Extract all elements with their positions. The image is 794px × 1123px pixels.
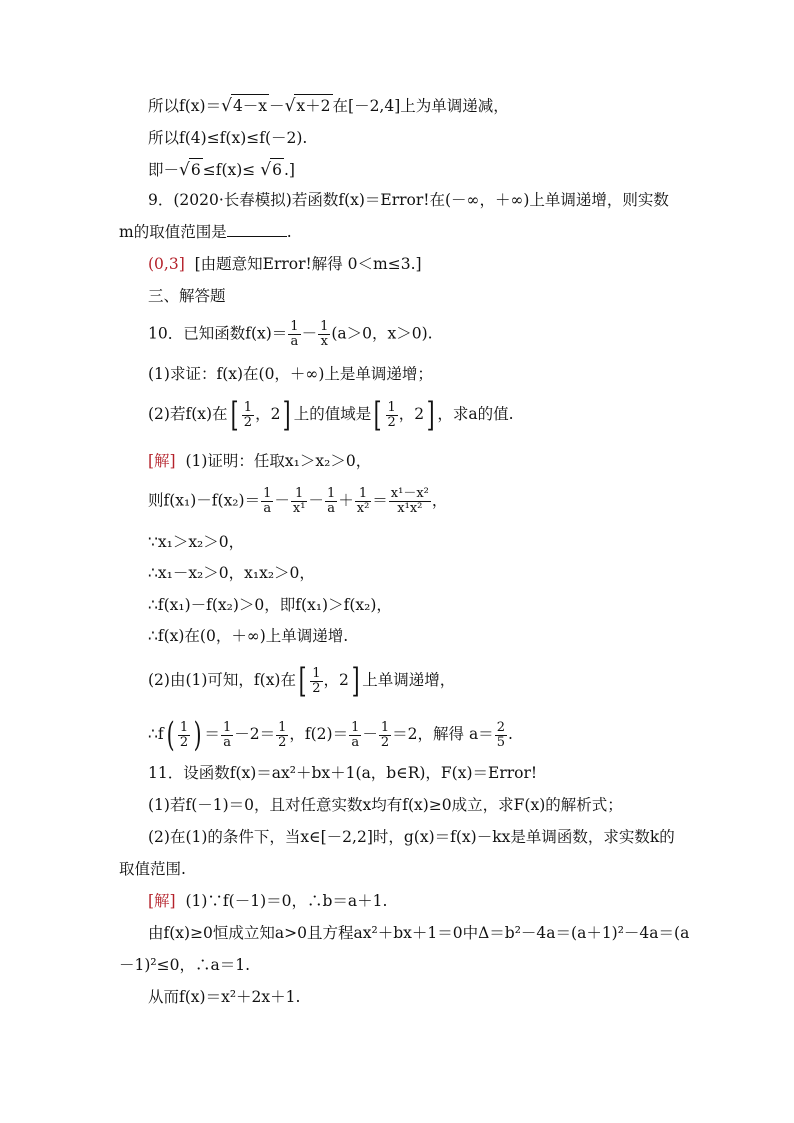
line-20: (1)若f(－1)＝0，且对任意实数x均有f(x)≥0成立，求F(x)的解析式；: [148, 796, 623, 814]
denominator: a: [327, 501, 335, 516]
text: 所以: [148, 97, 180, 115]
text: ，2: [323, 671, 349, 689]
denominator: 5: [496, 734, 505, 750]
bracket-right: ]: [283, 395, 292, 435]
bracket-left: [: [298, 661, 307, 701]
text: (2)若f(x)在: [148, 405, 228, 423]
numerator: 1: [320, 319, 329, 334]
fraction: [288, 320, 300, 349]
line-4: 9．(2020·长春模拟)若函数f(x)＝Error!在(－∞，＋∞)上单调递增，则实数: [148, 191, 669, 209]
numerator: 1: [291, 487, 308, 502]
text: ＝: [204, 725, 220, 743]
line-5: [119, 221, 292, 243]
bracket-right: ]: [426, 395, 435, 435]
bracket-right: ]: [351, 661, 360, 701]
line-2: 所以f(4)≤f(x)≤f(－2).: [148, 129, 308, 147]
denominator: 2: [278, 734, 287, 750]
fraction: [178, 721, 190, 750]
line-21: (2)在(1)的条件下，当x∈[－2,2]时，g(x)＝f(x)－kx是单调函数，求实数k的: [148, 828, 675, 846]
paren-left: (: [166, 715, 175, 755]
text: ＝: [372, 491, 388, 510]
fraction: [495, 721, 507, 750]
radical-sign: √: [179, 160, 190, 180]
sqrt-content: 6: [270, 158, 284, 181]
line-18: [148, 715, 513, 755]
line-15: ∴f(x₁)－f(x₂)＞0，即f(x₁)＞f(x₂)，: [148, 596, 392, 614]
text: [由题意知Error!解得 0＜m≤3.]: [194, 255, 422, 273]
fraction: [221, 721, 233, 750]
text: ，求a的值.: [437, 405, 514, 423]
answer-blank: [227, 222, 287, 237]
denominator: a: [223, 734, 231, 750]
fraction: [386, 401, 398, 430]
line-19: 11．设函数f(x)＝ax²＋bx＋1(a，b∈R)，F(x)＝Error!: [148, 764, 538, 782]
text: ，2: [398, 405, 425, 423]
fraction: [318, 320, 330, 349]
line-1: [148, 94, 509, 117]
numerator: 1: [312, 665, 321, 681]
text: －: [274, 491, 290, 510]
fraction: [349, 721, 361, 750]
text: 在[－2,4]上为单调递减，: [332, 97, 509, 115]
denominator: x²: [356, 501, 370, 516]
numerator: 1: [355, 487, 372, 502]
text: (1)证明：任取x₁＞x₂＞0，: [185, 452, 372, 470]
solution-tag: [解]: [148, 452, 176, 470]
numerator: 1: [351, 719, 360, 735]
text: ∴f: [148, 725, 164, 743]
text: 上的值域是: [293, 405, 372, 423]
line-8: [148, 320, 433, 349]
fraction: [325, 487, 337, 516]
text: ＋: [338, 491, 354, 510]
fraction: [379, 721, 391, 750]
numerator: 1: [387, 399, 396, 415]
line-9: (1)求证：f(x)在(0，＋∞)上是单调递增；: [148, 365, 433, 383]
line-12: [148, 487, 447, 516]
answer-text: (0,3]: [148, 255, 185, 273]
numerator: 1: [326, 486, 336, 501]
denominator: 2: [380, 734, 390, 750]
text: (a＞0，x＞0).: [331, 324, 433, 343]
line-10: [148, 395, 514, 435]
radical-sign: √: [284, 96, 296, 116]
line-26: 从而f(x)＝x²＋2x＋1.: [148, 988, 301, 1006]
section-heading: 三、解答题: [148, 287, 226, 305]
radical-sign: √: [260, 160, 272, 180]
line-11: [148, 450, 371, 472]
denominator: a: [290, 334, 299, 349]
text: (2)由(1)可知，f(x)在: [148, 671, 296, 689]
text: －: [362, 725, 378, 743]
denominator: x¹: [292, 501, 306, 516]
text: (1)∵f(－1)＝0，∴b＝a＋1.: [185, 892, 388, 910]
sqrt-content: x＋2: [294, 94, 332, 117]
text: －: [269, 97, 285, 115]
paren-right: ): [193, 715, 202, 755]
text: .: [507, 725, 513, 743]
numerator: 1: [243, 399, 253, 415]
text: ，: [431, 491, 448, 510]
text: －2＝: [234, 725, 276, 743]
bracket-left: [: [230, 395, 239, 435]
denominator: 2: [387, 414, 396, 430]
denominator: 2: [243, 414, 253, 430]
text: －: [301, 324, 318, 343]
text: 则f(x₁)－f(x₂)＝: [148, 491, 261, 510]
solution-tag: [解]: [148, 892, 176, 910]
text: 即－: [148, 161, 180, 179]
denominator: 2: [312, 680, 321, 696]
line-6: [148, 253, 422, 275]
line-3: [148, 158, 295, 181]
text: 上单调递增，: [362, 671, 456, 689]
denominator: a: [351, 734, 360, 750]
text: －: [308, 491, 324, 510]
denominator: a: [263, 501, 272, 516]
text: .: [286, 223, 292, 241]
radical-sign: √: [221, 96, 232, 116]
line-17: [148, 661, 456, 701]
line-13: ∵x₁＞x₂＞0，: [148, 533, 245, 551]
numerator: 1: [263, 486, 272, 501]
text: m的取值范围是: [119, 223, 227, 241]
bracket-left: [: [373, 395, 382, 435]
numerator: 2: [496, 719, 505, 735]
fraction: [242, 401, 254, 430]
numerator: 1: [179, 719, 189, 735]
fraction: [276, 721, 288, 750]
text: ＝2，解得 a＝: [392, 725, 494, 743]
text: f(x)＝: [179, 97, 222, 115]
text: ，f(2)＝: [289, 725, 349, 743]
numerator: 1: [278, 719, 287, 735]
denominator: x: [320, 334, 328, 349]
line-25: －1)²≤0，∴a＝1.: [119, 956, 251, 974]
numerator: 1: [290, 319, 299, 334]
fraction: [261, 487, 273, 516]
text: 10．已知函数f(x)＝: [148, 324, 288, 343]
fraction: [389, 487, 431, 516]
line-23: [148, 890, 387, 912]
text: .]: [283, 161, 295, 179]
line-22: 取值范围.: [119, 860, 186, 878]
denominator: 2: [179, 734, 189, 750]
sqrt-content: 6: [189, 158, 203, 181]
text: ，2: [255, 405, 281, 423]
sqrt-content: 4－x: [231, 94, 269, 117]
fraction: [310, 667, 322, 696]
fraction: [355, 487, 372, 516]
line-14: ∴x₁－x₂＞0，x₁x₂＞0，: [148, 564, 315, 582]
numerator: 1: [222, 719, 232, 735]
line-16: ∴f(x)在(0，＋∞)上单调递增.: [148, 627, 349, 645]
numerator: x¹－x²: [390, 486, 429, 501]
text: ≤f(x)≤: [202, 161, 261, 179]
line-24: 由f(x)≥0恒成立知a>0且方程ax²＋bx＋1＝0中Δ＝b²－4a＝(a＋1)²－4a＝(a: [148, 924, 690, 942]
numerator: 1: [380, 719, 390, 735]
fraction: [291, 487, 308, 516]
denominator: x¹x²: [397, 501, 423, 516]
